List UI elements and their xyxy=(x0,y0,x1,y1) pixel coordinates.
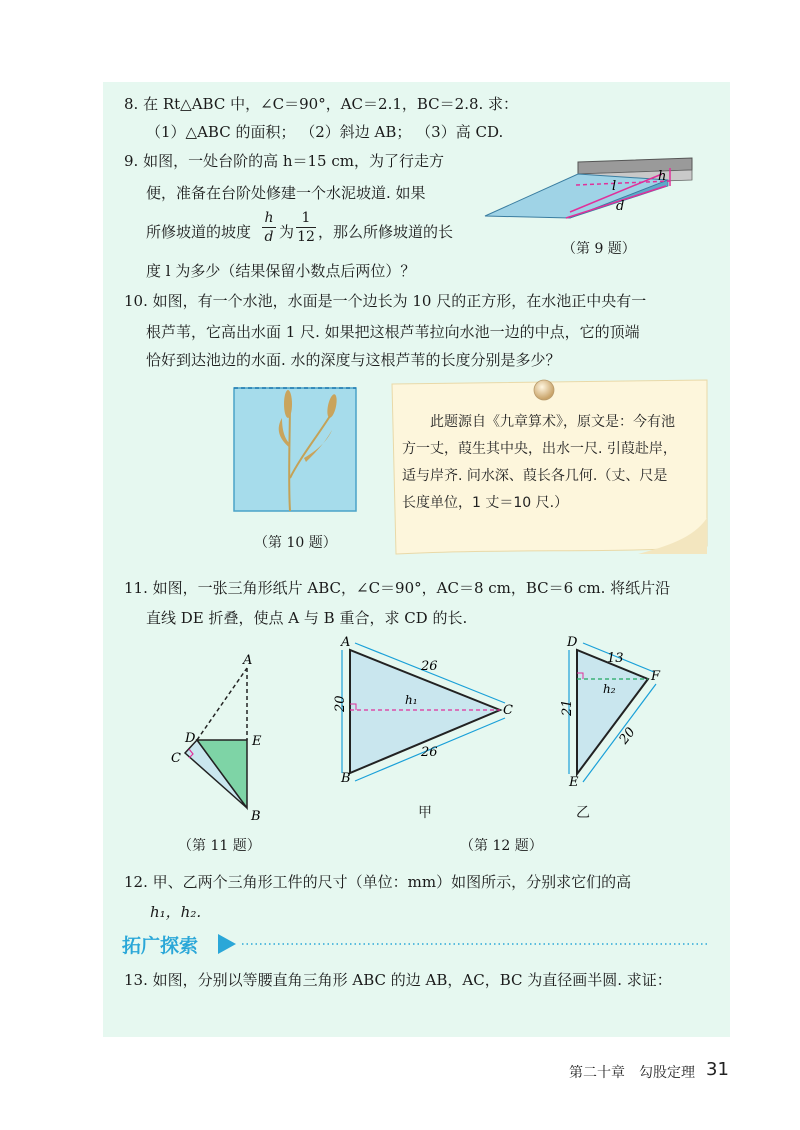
figure-9-ramp xyxy=(480,150,710,230)
pool-water xyxy=(234,388,356,511)
problem-9-line3c: ，那么所修坡道的长 xyxy=(318,223,454,241)
figure-12-jia xyxy=(325,630,525,790)
ramp-surface xyxy=(485,174,668,218)
problem-9-line3b: 为 xyxy=(279,223,295,241)
figure-10-pool xyxy=(228,378,368,518)
figure-12-jia-name: 甲 xyxy=(418,805,432,821)
label-d: D xyxy=(567,635,578,650)
dashed-ad xyxy=(197,668,247,740)
fraction-numerator: 1 xyxy=(301,210,311,226)
side-de-label: 21 xyxy=(560,699,575,716)
note-line-1: 此题源自《九章算术》，原文是：今有池 xyxy=(430,414,675,430)
problem-9-line4: 度 l 为多少（结果保留小数点后两位）？ xyxy=(146,262,416,280)
label-a: A xyxy=(243,653,253,668)
problem-13-line1: 13. 如图，分别以等腰直角三角形 ABC 的边 AB，AC，BC 为直径画半圆. 求证： xyxy=(124,971,672,989)
note-text xyxy=(402,409,702,517)
pushpin-icon xyxy=(534,380,554,400)
label-a: A xyxy=(341,635,351,650)
label-l: l xyxy=(612,179,617,194)
label-c: C xyxy=(503,703,513,718)
problem-10-line3: 恰好到达池边的水面. 水的深度与这根芦苇的长度分别是多少？ xyxy=(146,351,561,369)
figure-12-yi-name: 乙 xyxy=(576,805,590,821)
fraction-denominator: 12 xyxy=(297,229,315,245)
label-h: h xyxy=(658,169,667,184)
side-df-label: 13 xyxy=(607,651,624,666)
label-b: B xyxy=(341,771,351,786)
side-ab-label: 20 xyxy=(333,695,348,712)
label-f: F xyxy=(651,669,661,684)
label-c: C xyxy=(171,751,181,766)
figure-11-caption: （第 11 题） xyxy=(178,838,261,854)
label-e: E xyxy=(569,775,579,787)
side-ef-label: 20 xyxy=(616,724,639,748)
note-line-2: 方一丈，葭生其中央，出水一尺. 引葭赴岸， xyxy=(402,441,677,457)
problem-10-line1: 10. 如图，有一个水池，水面是一个边长为 10 尺的正方形，在水池正中央有一 xyxy=(124,292,647,310)
problem-12-line1: 12. 甲、乙两个三角形工件的尺寸（单位：mm）如图所示，分别求它们的高 xyxy=(124,873,632,891)
label-d: d xyxy=(616,199,625,214)
ratio-fraction xyxy=(296,210,316,245)
problem-9-line2: 便，准备在台阶处修建一个水泥坡道. 如果 xyxy=(146,184,426,202)
problem-11-line2: 直线 DE 折叠，使点 A 与 B 重合，求 CD 的长. xyxy=(146,609,468,627)
note-line-3: 适与岸齐. 问水深、葭长各几何.（丈、尺是 xyxy=(402,468,668,484)
figure-9-caption: （第 9 题） xyxy=(562,241,636,257)
figure-12-caption: （第 12 题） xyxy=(460,838,543,854)
label-b: B xyxy=(251,809,261,824)
figure-12-yi xyxy=(555,632,675,787)
h2-label: h₂ xyxy=(603,682,616,696)
triangle-arrow-icon xyxy=(218,934,236,954)
problem-8-line1: 8. 在 Rt△ABC 中，∠C＝90°，AC＝2.1，BC＝2.8. 求： xyxy=(124,95,519,113)
side-ac-label: 26 xyxy=(421,659,438,674)
problem-8-line2: （1）△ABC 的面积； （2）斜边 AB； （3）高 CD. xyxy=(146,123,504,141)
fraction-numerator: h xyxy=(264,210,274,226)
page-number: 31 xyxy=(706,1059,729,1080)
side-bc-label: 26 xyxy=(421,745,438,760)
problem-10-line2: 根芦苇，它高出水面 1 尺. 如果把这根芦苇拉向水池一边的中点，它的顶端 xyxy=(146,323,640,341)
h1-label: h₁ xyxy=(405,693,418,707)
chapter-footer: 第二十章 勾股定理 xyxy=(569,1065,695,1081)
problem-11-line1: 11. 如图，一张三角形纸片 ABC，∠C＝90°，AC＝8 cm，BC＝6 cm. 将纸片沿 xyxy=(124,579,671,597)
triangle-def xyxy=(577,650,648,774)
problem-12-line2: h₁，h₂. xyxy=(150,903,202,921)
label-d: D xyxy=(185,731,196,746)
figure-11-fold xyxy=(165,650,275,825)
note-line-4: 长度单位，1 丈＝10 尺.） xyxy=(402,495,569,511)
folded-triangle xyxy=(197,740,247,808)
reed-head-1 xyxy=(284,390,292,418)
label-e: E xyxy=(252,734,262,749)
figure-10-caption: （第 10 题） xyxy=(254,535,337,551)
problem-9-line1: 9. 如图，一处台阶的高 h＝15 cm，为了行走方 xyxy=(124,152,444,170)
section-title: 拓广探索 xyxy=(122,935,199,957)
fraction-denominator: d xyxy=(264,229,274,245)
slope-fraction xyxy=(262,210,276,245)
problem-9-line3a: 所修坡道的坡度 xyxy=(146,223,252,241)
section-divider xyxy=(216,932,712,956)
